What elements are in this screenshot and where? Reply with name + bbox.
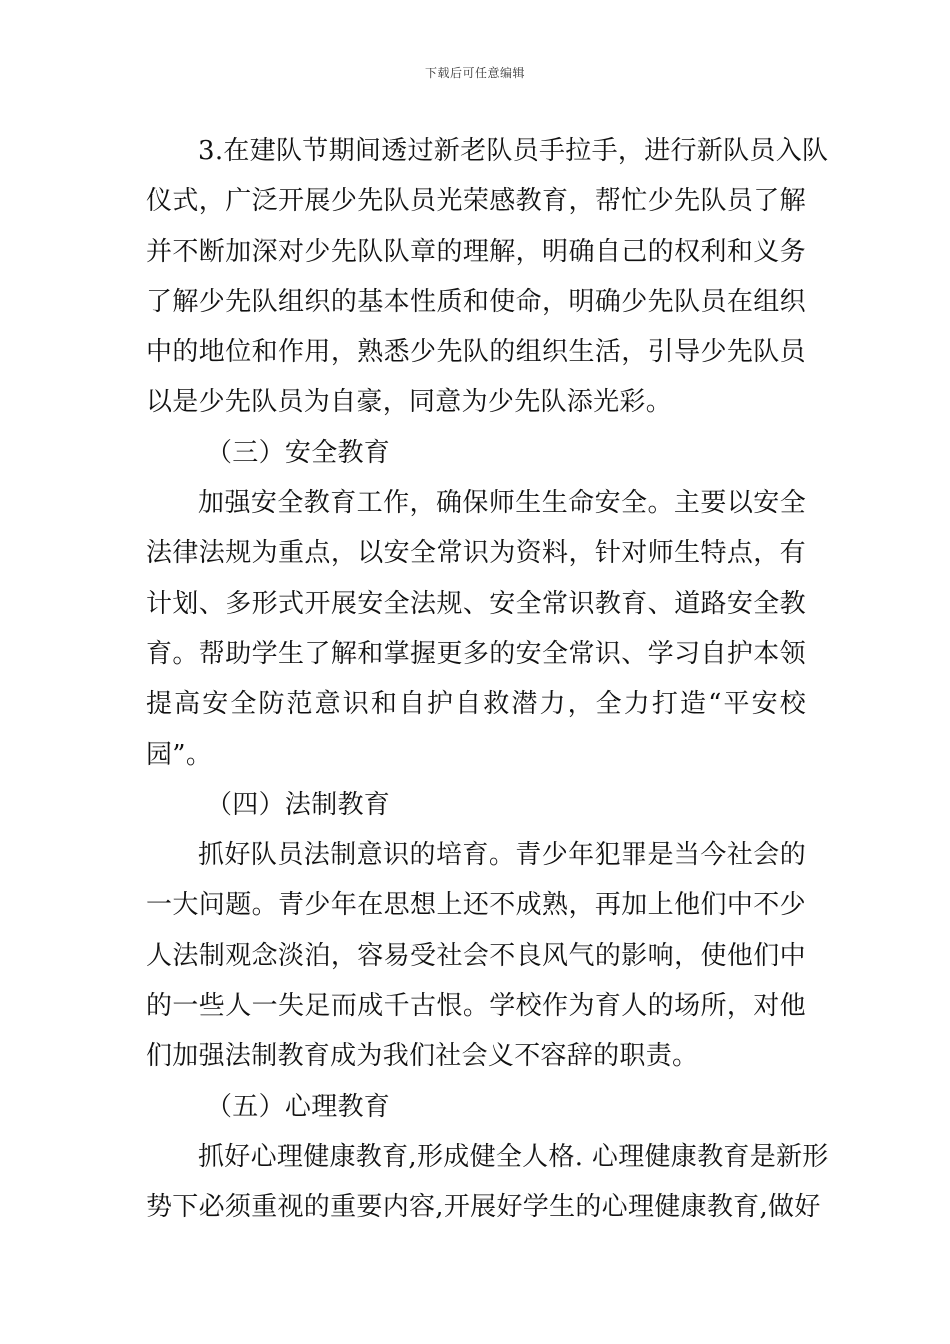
paragraph-line: 势下必须重视的重要内容,开展好学生的心理健康教育,做好 (146, 1192, 821, 1223)
paragraph-line: 3.在建队节期间透过新老队员手拉手，进行新队员入队 (198, 136, 829, 166)
document-body (146, 126, 829, 1233)
section-heading: （三）安全教育 (206, 437, 391, 468)
paragraph-line: 仪式，广泛开展少先队员光荣感教育，帮忙少先队员了解 (146, 186, 806, 217)
paragraph-line: 提高安全防范意识和自护自救潜力，全力打造“平安校 (146, 689, 806, 720)
paragraph-line: 法律法规为重点，以安全常识为资料，针对师生特点，有 (146, 538, 806, 569)
page-header: 下载后可任意编辑 (424, 66, 525, 80)
paragraph-line: 育。帮助学生了解和掌握更多的安全常识、学习自护本领 (146, 638, 806, 669)
section-heading: （四）法制教育 (206, 789, 391, 820)
paragraph-line: 计划、多形式开展安全法规、安全常识教育、道路安全教 (146, 588, 806, 619)
paragraph-line: 加强安全教育工作，确保师生生命安全。主要以安全 (198, 488, 806, 519)
paragraph-line: 一大问题。青少年在思想上还不成熟，再加上他们中不少 (146, 890, 806, 921)
paragraph-line: 抓好队员法制意识的培育。青少年犯罪是当今社会的 (198, 840, 806, 871)
paragraph-line: 的一些人一失足而成千古恨。学校作为育人的场所，对他 (146, 991, 806, 1022)
section-heading: （五）心理教育 (206, 1091, 391, 1122)
paragraph-line: 了解少先队组织的基本性质和使命，明确少先队员在组织 (146, 286, 806, 317)
paragraph-line: 们加强法制教育成为我们社会义不容辞的职责。 (146, 1041, 699, 1072)
paragraph-line: 并不断加深对少先队队章的理解，明确自己的权利和义务 (146, 236, 806, 267)
paragraph-line: 人法制观念淡泊，容易受社会不良风气的影响，使他们中 (146, 940, 806, 971)
paragraph-line: 中的地位和作用，熟悉少先队的组织生活，引导少先队员 (146, 337, 806, 368)
paragraph-line: 园”。 (146, 739, 213, 770)
paragraph-line: 以是少先队员为自豪，同意为少先队添光彩。 (146, 387, 673, 418)
paragraph-line: 抓好心理健康教育,形成健全人格. 心理健康教育是新形 (198, 1141, 829, 1172)
